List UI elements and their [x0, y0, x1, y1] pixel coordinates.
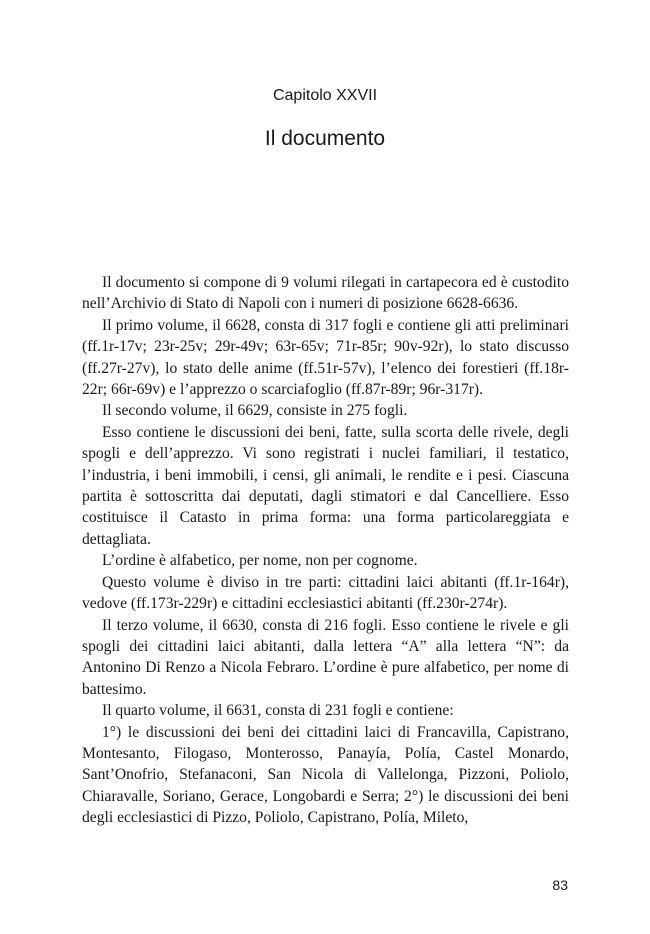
chapter-label: Capitolo XXVII	[272, 87, 378, 104]
paragraph: 1°) le discussioni dei beni dei cittadini laici di Francavilla, Capistrano, Montesanto, Filogaso, Monterosso, Panayía, Políа, Castel Monardo, Sant’Onofrio, Stefanaconi, San Nicola di Vallelonga, Pizzoni, Poliolo, Chiaravalle, Soriano, Gerace, Longobardi e Serra; 2°) le discussioni dei beni degli ecclesiastici di Pizzo, Poliolo, Capistrano, Políа, Mileto,	[82, 723, 569, 827]
paragraph: Il quarto volume, il 6631, consta di 231 fogli e contiene:	[102, 702, 454, 720]
chapter-title: Il documento	[264, 127, 386, 150]
paragraph: Il secondo volume, il 6629, consiste in 275 fogli.	[102, 402, 408, 420]
paragraph: Il documento si compone di 9 volumi rilegati in cartapecora ed è custodito nell’Archivio di Stato di Napoli con i numeri di posizione 6628-6636.	[82, 274, 569, 313]
paragraph: L’ordine è alfabetico, per nome, non per cognome.	[102, 552, 418, 570]
page-number: 83	[552, 877, 568, 893]
paragraph: Il primo volume, il 6628, consta di 317 fogli e contiene gli atti preliminari (ff.1r-17v; 23r-25v; 29r-49v; 63r-65v; 71r-85r; 90v-92r), lo stato discusso (ff.27r-27v), lo stato delle anime (ff.51r-57v), l’elenco dei forestieri (ff.18r-22r; 66r-69v) e l’apprezzo o scarciafoglio (ff.87r-89r; 96r-317r).	[82, 316, 569, 399]
body-text	[82, 272, 569, 829]
paragraph: Il terzo volume, il 6630, consta di 216 fogli. Esso contiene le rivele e gli spogli dei cittadini laici abitanti, dalla lettera “A” alla lettera “N”: da Antonino Di Renzo a Nicola Febraro. L’ordine è pure alfabetico, per nome di battesimo.	[82, 616, 569, 698]
paragraph: Questo volume è diviso in tre parti: cittadini laici abitanti (ff.1r-164r), vedove (ff.173r-229r) e cittadini ecclesiastici abitanti (ff.230r-274r).	[82, 573, 569, 613]
paragraph: Esso contiene le discussioni dei beni, fatte, sulla scorta delle rivele, degli spogli e dell’apprezzo. Vi sono registrati i nuclei familiari, il testatico, l’industria, i beni immobili, i censi, gli animali, le rendite e i pesi. Ciascuna partita è sottoscritta dai deputati, dagli stimatori e dal Cancelliere. Esso costituisce il Catasto in prima forma: una forma particolareggiata e dettagliata.	[82, 423, 569, 548]
